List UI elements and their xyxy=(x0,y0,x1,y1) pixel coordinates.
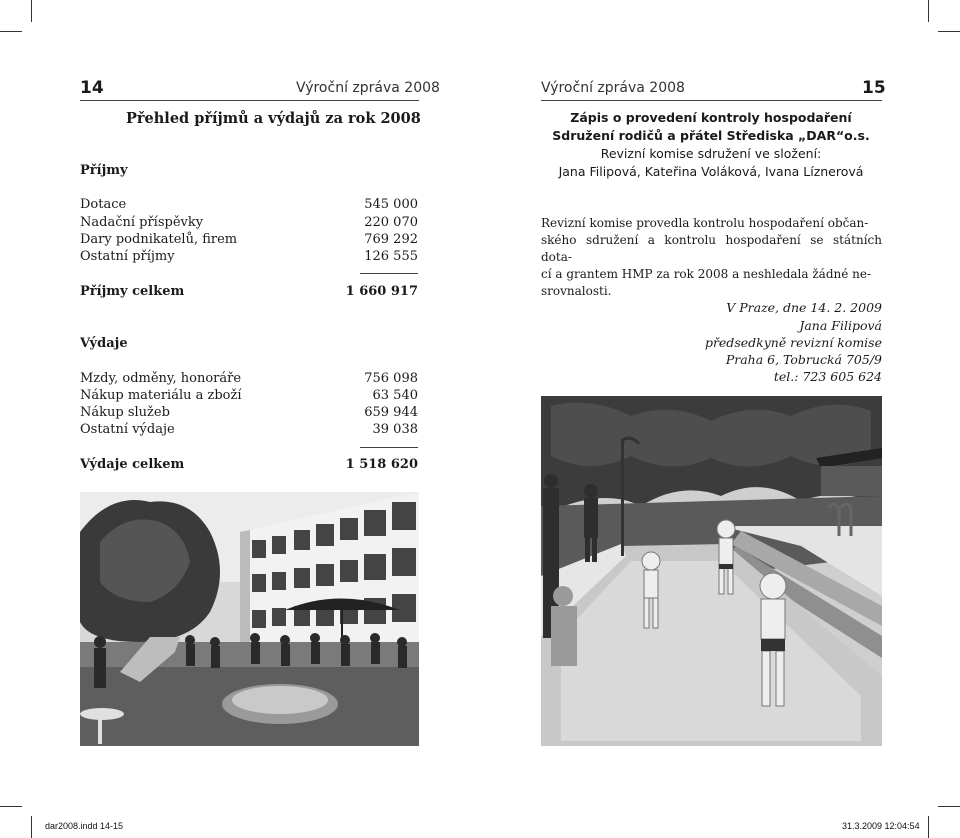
expense-total-value: 1 518 620 xyxy=(345,457,418,472)
report-heading-line1: Zápis o provedení kontroly hospodaření xyxy=(570,110,852,125)
signature-date: V Praze, dne 14. 2. 2009 xyxy=(726,300,882,315)
report-body xyxy=(541,215,882,300)
expense-value: 756 098 xyxy=(364,371,418,386)
body-line: srovnalosti. xyxy=(541,284,612,298)
income-total-row xyxy=(80,284,418,301)
signature-address: Praha 6, Tobrucká 705/9 xyxy=(725,352,882,367)
income-label: Nadační příspěvky xyxy=(80,215,204,230)
expenses-heading: Výdaje xyxy=(80,336,128,351)
crop-mark xyxy=(31,816,32,838)
income-total-value: 1 660 917 xyxy=(345,284,418,299)
income-value: 545 000 xyxy=(364,197,418,212)
committee-line2: Jana Filipová, Kateřina Voláková, Ivana Líznerová xyxy=(558,164,864,179)
body-line: ského sdružení a kontrolu hospodaření se státních dota- xyxy=(541,233,882,264)
running-head-left: Výroční zpráva 2008 xyxy=(296,80,440,96)
body-line: Revizní komise provedla kontrolu hospodaření občan- xyxy=(541,216,869,230)
running-head-right: Výroční zpráva 2008 xyxy=(541,80,685,96)
sum-rule xyxy=(360,273,418,274)
expense-label: Ostatní výdaje xyxy=(80,422,175,437)
expense-value: 63 540 xyxy=(372,388,418,403)
header-rule-right xyxy=(541,100,882,101)
crop-mark xyxy=(0,31,22,32)
income-row xyxy=(80,249,418,266)
income-value: 769 292 xyxy=(364,232,418,247)
expense-row xyxy=(80,422,418,439)
committee-line1: Revizní komise sdružení ve složení: xyxy=(600,146,822,161)
signature-name: Jana Filipová xyxy=(799,318,882,333)
crop-mark xyxy=(928,816,929,838)
expense-row xyxy=(80,405,418,422)
expense-total-row xyxy=(80,457,418,474)
expense-total-label: Výdaje celkem xyxy=(80,457,185,472)
income-value: 220 070 xyxy=(364,215,418,230)
income-label: Dotace xyxy=(80,197,127,212)
photo-playground xyxy=(80,492,419,746)
expense-value: 39 038 xyxy=(372,422,418,437)
crop-mark xyxy=(928,0,929,22)
income-row xyxy=(80,215,418,232)
expense-row xyxy=(80,371,418,388)
expense-row xyxy=(80,388,418,405)
page-number-left: 14 xyxy=(80,78,104,98)
income-row xyxy=(80,232,418,249)
sum-rule xyxy=(360,447,418,448)
income-label: Dary podnikatelů, firem xyxy=(80,232,238,247)
photo-pool xyxy=(541,396,882,746)
expense-label: Mzdy, odměny, honoráře xyxy=(80,371,242,386)
crop-mark xyxy=(31,0,32,22)
expense-label: Nákup materiálu a zboží xyxy=(80,388,242,403)
signature-phone: tel.: 723 605 624 xyxy=(773,369,882,384)
page-number-right: 15 xyxy=(862,78,886,98)
income-row xyxy=(80,197,418,214)
crop-mark xyxy=(0,806,22,807)
income-label: Ostatní příjmy xyxy=(80,249,175,264)
income-heading: Příjmy xyxy=(80,163,128,178)
crop-mark xyxy=(938,31,960,32)
header-rule-left xyxy=(80,100,419,101)
expense-label: Nákup služeb xyxy=(80,405,170,420)
expense-value: 659 944 xyxy=(364,405,418,420)
crop-mark xyxy=(938,806,960,807)
signature-role: předsedkyně revizní komise xyxy=(704,335,882,350)
page-title: Přehled příjmů a výdajů za rok 2008 xyxy=(126,110,421,127)
income-value: 126 555 xyxy=(364,249,418,264)
income-total-label: Příjmy celkem xyxy=(80,284,185,299)
body-line: cí a grantem HMP za rok 2008 a neshledala žádné ne- xyxy=(541,267,872,281)
footer-file-info: dar2008.indd 14-15 xyxy=(45,821,124,831)
report-heading-line2: Sdružení rodičů a přátel Střediska „DAR“o.s. xyxy=(552,128,870,143)
footer-timestamp: 31.3.2009 12:04:54 xyxy=(842,821,920,831)
